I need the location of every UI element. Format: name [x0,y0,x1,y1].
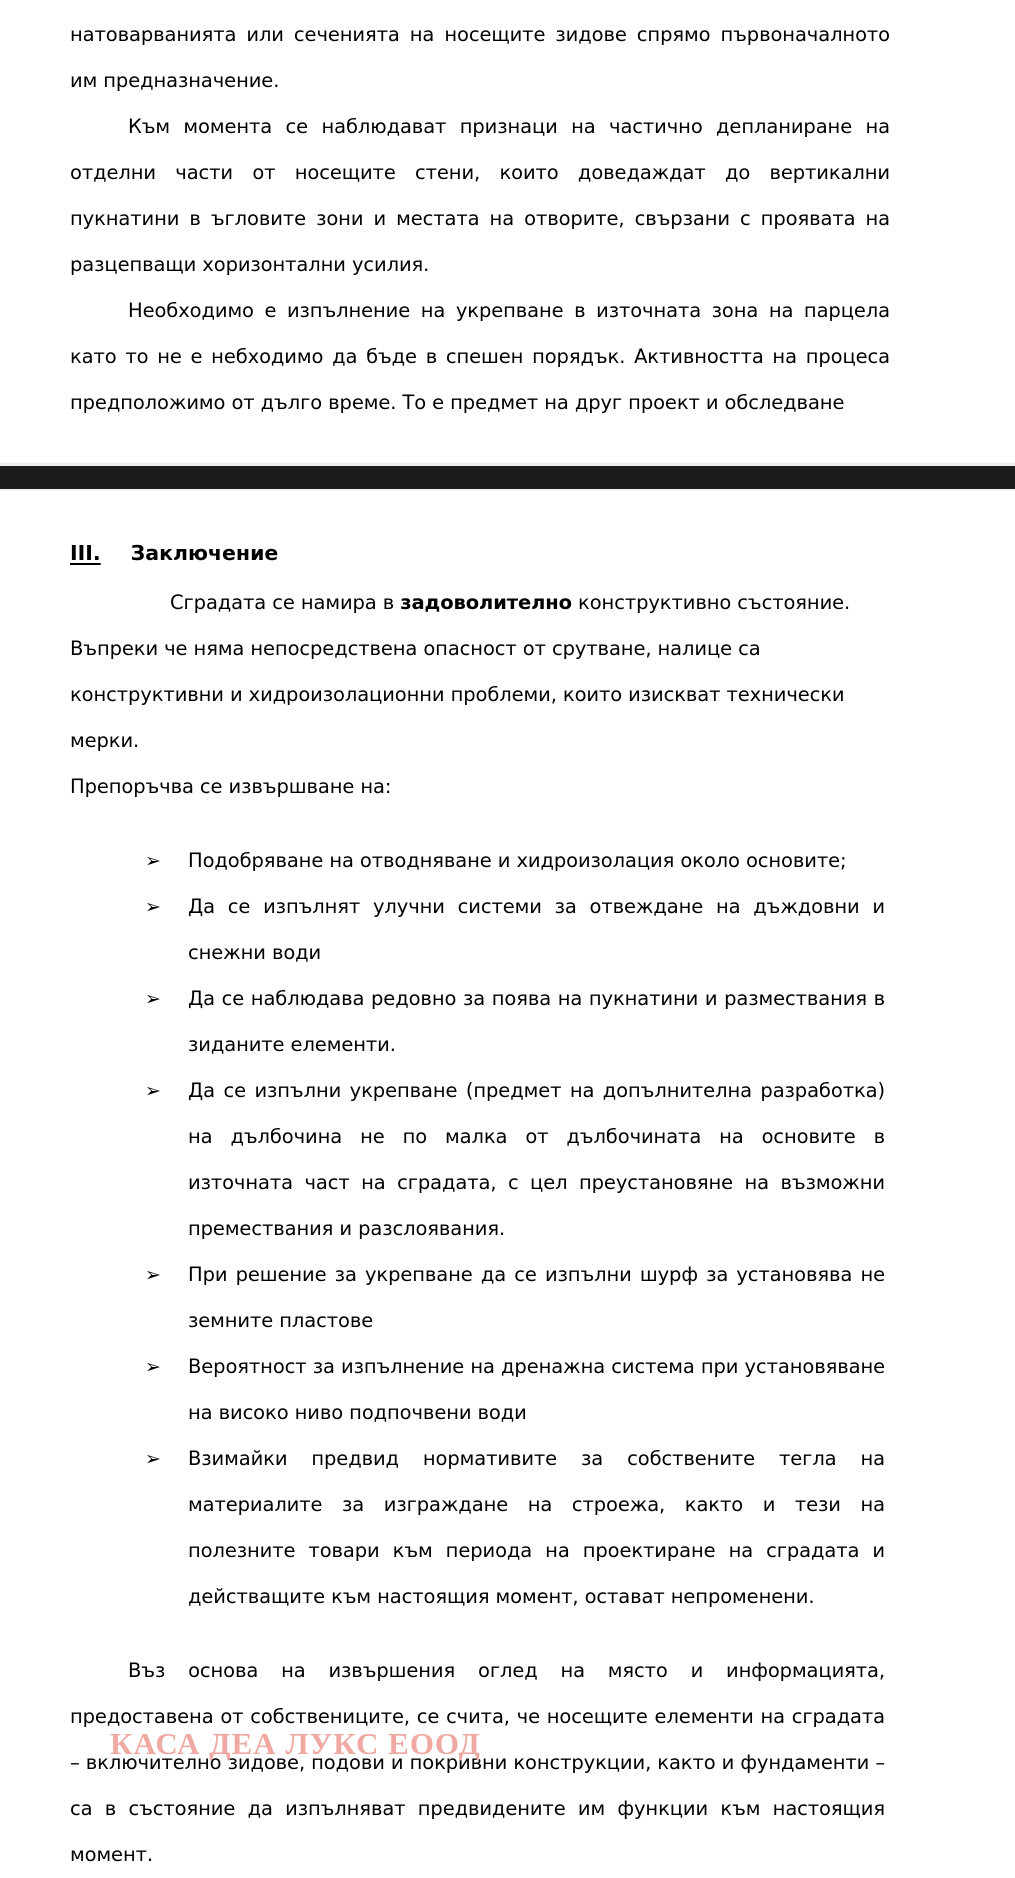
list-item [145,838,885,884]
list-item-text: Да се изпълни укрепване (предмет на допълнителна разработка) на дълбочина не по малка от дълбочината на основите в източната част на сградата, с цел преустановяне на възможни премествания и разслоявания. [188,1079,885,1240]
page-separator-bar [0,466,1015,489]
paragraph-conclusion-intro [70,580,885,626]
list-item-text: При решение за укрепване да се изпълни шурф за установява не земните пластове [188,1263,885,1332]
intro-line-4: Препоръчва се извършване на: [70,775,392,798]
list-item-text: Да се наблюдава редовно за поява на пукнатини и размествания в зиданите елементи. [188,987,885,1056]
arrow-bullet-icon: ➢ [145,1356,161,1378]
list-item-text: Подобряване на отводняване и хидроизолация около основите; [188,849,847,872]
list-item [145,1068,885,1252]
paragraph-needed-text: Необходимо е изпълнение на укрепване в източната зона на парцела като то не е небходимо да бъде в спешен порядък. Активността на процеса предположимо от дълго време. То е предмет на друг проект и обследване [70,299,890,414]
top-spacer [70,0,890,12]
section-title: Заключение [130,541,279,565]
paragraph-needed [70,288,890,426]
list-item-text: Да се изпълнят улучни системи за отвеждане на дъждовни и снежни води [188,895,885,964]
arrow-bullet-icon: ➢ [145,1080,161,1102]
arrow-bullet-icon: ➢ [145,1448,161,1470]
list-item-text: Взимайки предвид нормативите за собствените тегла на материалите за изграждане на строежа, както и тези на полезните товари към периода на проектиране на сградата и действащите към настоящия момент, остават непроменени. [188,1447,885,1608]
list-item-text: Вероятност за изпълнение на дренажна система при установяване на високо ниво подпочвени води [188,1355,885,1424]
list-item [145,1436,885,1620]
intro-emphasis: задоволително [400,591,572,614]
list-item [145,884,885,976]
paragraph-closing-text: Въз основа на извършения оглед на място и информацията, предоставена от собствениците, се счита, че носещите елементи на сградата – включително зидове, подови и покривни конструкции, както и фундаменти – са в състояние да изпълняват предвидените им функции към настоящия момент. [70,1659,885,1866]
document-page-bottom [0,504,1015,1878]
list-item [145,1344,885,1436]
bottom-top-spacer [70,504,885,538]
watermark: КАСА ДЕА ЛУКС ЕООД [110,1726,481,1761]
page-separator-hairline-bottom [0,489,1015,491]
list-item [145,1252,885,1344]
heading-spacer [70,568,885,580]
intro-line-2: Въпреки че няма непосредствена опасност от срутване, налице са [70,637,761,660]
intro-rest: конструктивно състояние. [571,591,851,614]
section-heading [70,538,885,568]
list-item [145,976,885,1068]
page-separator [0,426,1015,504]
paragraph-observed [70,104,890,288]
arrow-bullet-icon: ➢ [145,1264,161,1286]
intro-line-3: конструктивни и хидроизолационни проблеми, които изискват технически мерки. [70,683,845,752]
list-top-spacer [70,810,885,838]
paragraph-continuation: натоварванията или сеченията на носещите зидове спрямо първоначалното им предназначение. [70,23,890,92]
intro-lead: Сградата се намира в [170,591,401,614]
section-number: III. [70,541,101,565]
document-page-top [0,0,1015,426]
recommendations-list [70,838,885,1620]
paragraph-closing [70,1648,885,1878]
arrow-bullet-icon: ➢ [145,988,161,1010]
closing-spacer [70,1620,885,1648]
paragraph-observed-text: Към момента се наблюдават признаци на частично депланиране на отделни части от носещите стени, които доведаждат до вертикални пукнатини в ъгловите зони и местата на отворите, свързани с проявата на разцепващи хоризонтални усилия. [70,115,890,276]
arrow-bullet-icon: ➢ [145,850,161,872]
arrow-bullet-icon: ➢ [145,896,161,918]
